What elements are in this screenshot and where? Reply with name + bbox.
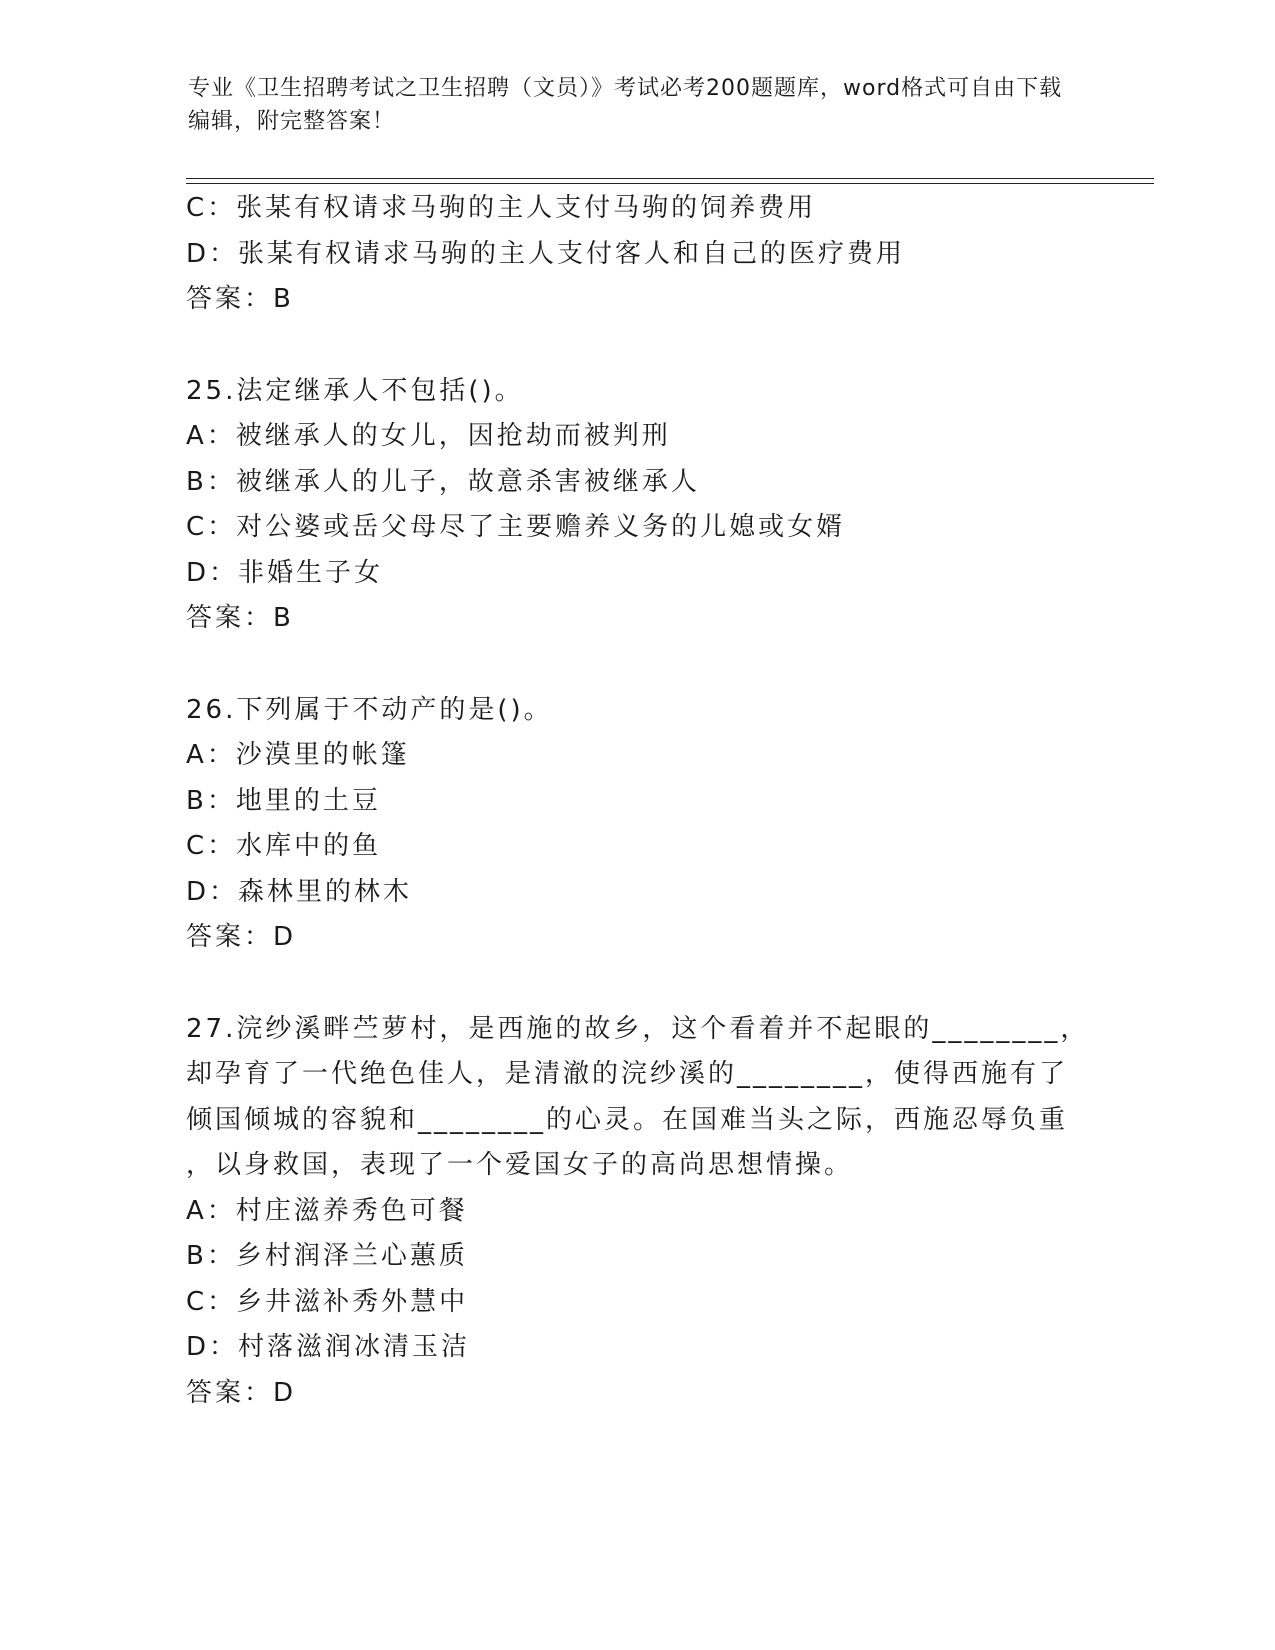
option-c: C：张某有权请求马驹的主人支付马驹的饲养费用 (186, 193, 817, 223)
option-a: A：村庄滋养秀色可餐 (186, 1195, 468, 1226)
option-d: D：村落滋润冰清玉洁 (186, 1332, 471, 1362)
question-stem-line-4: ，以身救国，表现了一个爱国女子的高尚思想情操。 (186, 1150, 854, 1180)
option-c: C：乡井滋补秀外慧中 (186, 1286, 469, 1317)
option-b: B：被继承人的儿子，故意杀害被继承人 (186, 466, 700, 497)
option-d: D：森林里的林木 (186, 876, 413, 907)
option-d: D：张某有权请求马驹的主人支付客人和自己的医疗费用 (186, 238, 906, 269)
answer: 答案：B (186, 603, 294, 633)
option-c: C：对公婆或岳父母尽了主要赡养义务的儿媳或女婿 (186, 512, 846, 542)
answer: 答案：D (186, 922, 297, 952)
question-stem-line-3: 倾国倾城的容貌和________的心灵。在国难当头之际，西施忍辱负重 (186, 1104, 1069, 1135)
option-a: A：沙漠里的帐篷 (186, 740, 410, 770)
option-b: B：地里的土豆 (186, 785, 381, 816)
document-header (188, 72, 1068, 138)
question-stem: 25.法定继承人不包括()。 (186, 375, 524, 406)
question-26 (186, 688, 1086, 961)
spacer (186, 642, 1086, 688)
question-24-tail (186, 186, 1086, 323)
question-stem-line-2: 却孕育了一代绝色佳人，是清澈的浣纱溪的________，使得西施有了 (186, 1059, 1069, 1089)
option-c: C：水库中的鱼 (186, 831, 382, 861)
option-b: B：乡村润泽兰心蕙质 (186, 1241, 468, 1271)
question-stem: 26.下列属于不动产的是()。 (186, 694, 553, 725)
header-text: 专业《卫生招聘考试之卫生招聘（文员）》考试必考200题题库，word格式可自由下载编辑，附完整答案！ (188, 76, 1063, 134)
answer: 答案：D (186, 1377, 297, 1408)
question-stem-line-1: 27.浣纱溪畔苎萝村，是西施的故乡，这个看着并不起眼的________， (186, 1013, 1090, 1044)
header-rule-bottom (186, 183, 1154, 184)
question-list (186, 186, 1090, 1416)
question-25 (186, 369, 1086, 642)
spacer (186, 323, 1086, 369)
question-27 (186, 1007, 1090, 1417)
spacer (186, 961, 1086, 1007)
answer: 答案：B (186, 284, 294, 314)
option-a: A：被继承人的女儿，因抢劫而被判刑 (186, 421, 671, 451)
option-d: D：非婚生子女 (186, 557, 384, 588)
header-rule-top (186, 178, 1154, 179)
